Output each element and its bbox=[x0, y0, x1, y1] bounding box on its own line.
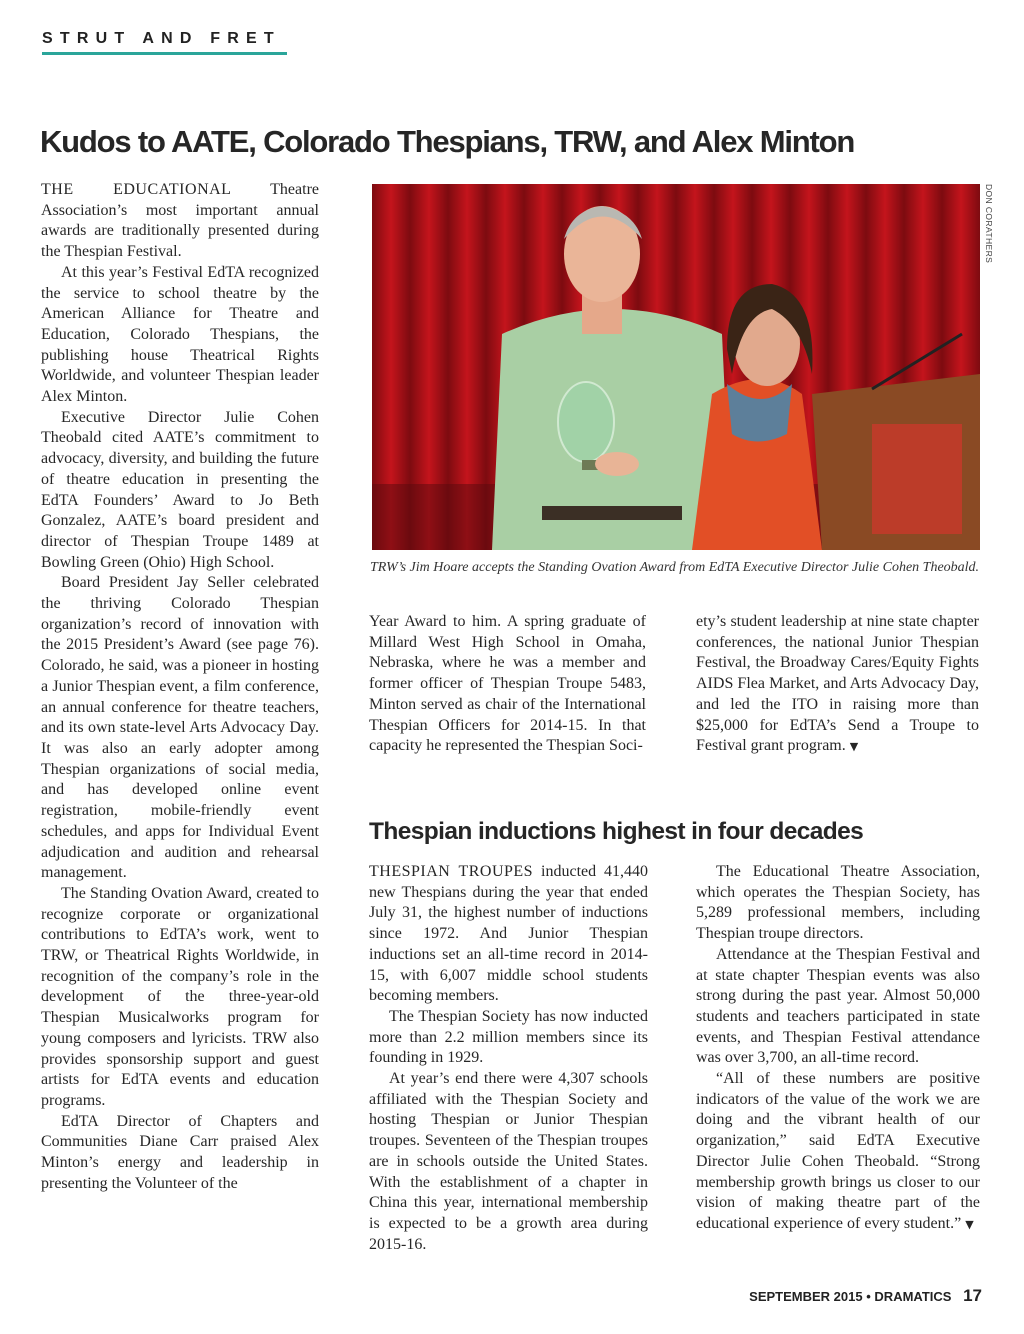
lead-in: THESPIAN TROUPES bbox=[369, 863, 534, 880]
article2-column-2 bbox=[696, 862, 980, 1236]
paragraph: At year’s end there were 4,307 schools affiliated with the Thespian Society and hosting Thespian or Junior Thespian troupes. Seventeen of the Thespian troupes are in schools outside the United States. With the establishment of a chapter in China this year, international membership is expected to be a growth area during 2015-16. bbox=[369, 1070, 648, 1253]
end-mark-icon: ▼ bbox=[849, 740, 859, 754]
paragraph: The Thespian Society has now inducted more than 2.2 million members since its founding in 1929. bbox=[369, 1007, 648, 1067]
article-headline: Kudos to AATE, Colorado Thespians, TRW, and Alex Minton bbox=[40, 124, 855, 159]
award-photo bbox=[372, 184, 980, 550]
paragraph: At this year’s Festival EdTA recognized the service to school theatre by the American Alliance for Theatre and Education, Colorado Thespians, the publishing house Theatrical Rights Worldwide, and volunteer Thespian leader Alex Minton. bbox=[41, 263, 319, 406]
award-photo-illustration bbox=[372, 184, 980, 550]
section-label: STRUT AND FRET bbox=[42, 30, 281, 47]
issue-date: SEPTEMBER 2015 bbox=[749, 1289, 863, 1304]
article-column-3 bbox=[696, 612, 979, 758]
photo-credit: DON CORATHERS bbox=[984, 184, 994, 264]
end-mark-icon: ▼ bbox=[965, 1217, 974, 1231]
paragraph: Attendance at the Thespian Festival and at state chapter Thespian events was also strong during the past year. Almost 50,000 students and teachers participated in state events, and Thespian Festival attendance was over 3,700, an all-time record. bbox=[696, 945, 980, 1067]
lead-in: THE EDUCATIONAL bbox=[41, 181, 232, 198]
paragraph: The Standing Ovation Award, created to recognize corporate or organizational contributions to EdTA’s work, went to TRW, or Theatrical Rights Worldwide, in recognition of the company’s role in the development of the three-year-old Thespian Musicalworks program for young composers and lyricists. TRW also provides sponsorship support and guest artists for EdTA events and education programs. bbox=[41, 884, 319, 1109]
paragraph: EdTA Director of Chapters and Communities Diane Carr praised Alex Minton’s energy and leadership in presenting the Volunteer of the bbox=[41, 1112, 319, 1192]
publication-name: DRAMATICS bbox=[874, 1289, 952, 1304]
paragraph: “All of these numbers are positive indicators of the value of the work we are doing and the vibrant health of our organization,” said EdTA Executive Director Julie Cohen Theobald. “Strong membership growth brings us closer to our vision of making theatre part of the educational experience of every student.” ▼ bbox=[696, 1070, 980, 1232]
article-column-1 bbox=[41, 180, 319, 1194]
section-rule bbox=[42, 52, 287, 55]
paragraph: Year Award to him. A spring graduate of Millard West High School in Omaha, Nebraska, where he was a member and former officer of Thespian Troupe 5483, Minton served as chair of the International Thespian Officers for 2014-15. In that capacity he represented the Thespian Soci- bbox=[369, 613, 646, 755]
article-column-2 bbox=[369, 612, 646, 757]
paragraph: Board President Jay Seller celebrated the thriving Colorado Thespian organization’s record of innovation with the 2015 President’s Award (see page 76). Colorado, he said, was a pioneer in hosting a Junior Thespian event, a film conference, an annual conference for theatre teachers, and its own state-level Arts Advocacy Day. It was also an early adopter among Thespian organizations of social media, and has developed online event registration, mobile-friendly event schedules, and apps for Individual Event adjudication and audition and rehearsal management. bbox=[41, 574, 319, 882]
footer-separator: • bbox=[866, 1289, 871, 1304]
photo-caption: TRW’s Jim Hoare accepts the Standing Ovation Award from EdTA Executive Director Julie Cohen Theobald. bbox=[370, 560, 980, 575]
article-subheadline: Thespian inductions highest in four decades bbox=[369, 818, 864, 845]
paragraph: The Educational Theatre Association, which operates the Thespian Society, has 5,289 professional members, including Thespian troupe directors. bbox=[696, 863, 980, 943]
paragraph: Executive Director Julie Cohen Theobald cited AATE’s commitment to advocacy, diversity, and building the future of theatre education in presenting the EdTA Founders’ Award to Jo Beth Gonzalez, AATE’s board president and director of Thespian Troupe 1489 at Bowling Green (Ohio) High School. bbox=[41, 408, 319, 571]
page-number: 17 bbox=[963, 1286, 982, 1305]
paragraph: THESPIAN TROUPES inducted 41,440 new Thespians during the year that ended July 31, the highest number of inductions since 1972. And Junior Thespian inductions set an all-time record in 2014-15, with 6,007 middle school students becoming members. bbox=[369, 863, 649, 1005]
paragraph: THE EDUCATIONAL Theatre Association’s most important annual awards are traditionally presented during the Thespian Festival. bbox=[41, 181, 319, 261]
page-footer bbox=[749, 1286, 982, 1306]
article2-column-1 bbox=[369, 862, 648, 1255]
paragraph: ety’s student leadership at nine state chapter conferences, the national Junior Thespian Festival, the Broadway Cares/Equity Fights AIDS Flea Market, and Arts Advocacy Day, and led the ITO in raising more than $25,000 for EdTA’s Send a Troupe to Festival grant program. ▼ bbox=[696, 613, 979, 755]
